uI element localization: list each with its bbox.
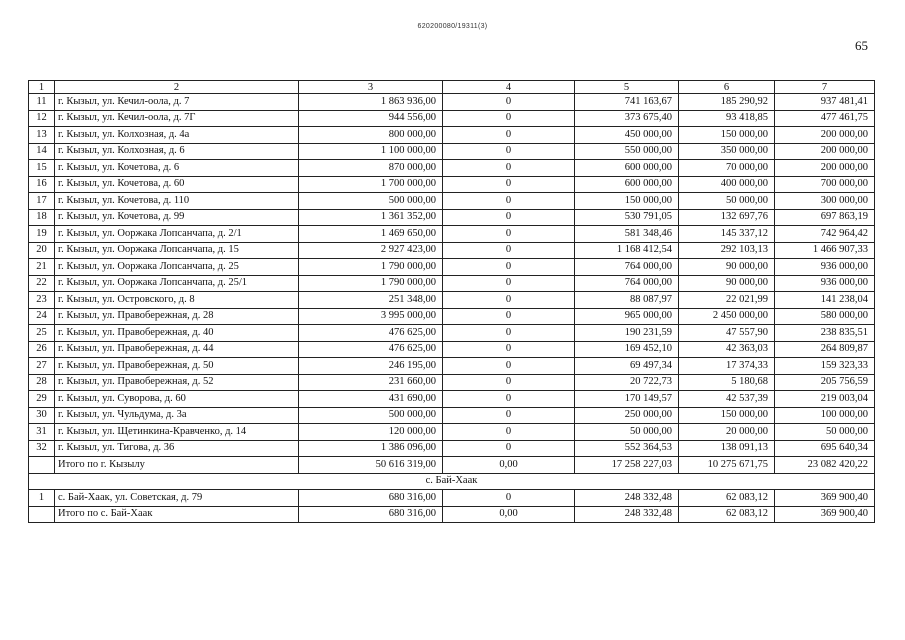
address-cell: г. Кызыл, ул. Кочетова, д. 99: [55, 209, 299, 226]
value-cell-3: 251 348,00: [299, 292, 443, 309]
value-cell-7: 937 481,41: [775, 94, 875, 111]
value-cell-6: 5 180,68: [679, 374, 775, 391]
table-row: [29, 193, 875, 210]
value-cell-7: 264 809,87: [775, 341, 875, 358]
value-cell-4: 0: [443, 176, 575, 193]
row-number: 15: [29, 160, 55, 177]
value-cell-6: 93 418,85: [679, 110, 775, 127]
value-cell-4: 0: [443, 160, 575, 177]
value-cell-3: 476 625,00: [299, 341, 443, 358]
value-cell-6: 90 000,00: [679, 275, 775, 292]
table-row: [29, 275, 875, 292]
value-cell-6: 138 091,13: [679, 440, 775, 457]
total-value-4: 0,00: [443, 506, 575, 523]
table-row: [29, 325, 875, 342]
column-header: 1: [29, 81, 55, 94]
value-cell-3: 1 469 650,00: [299, 226, 443, 243]
value-cell-4: 0: [443, 127, 575, 144]
value-cell-3: 1 100 000,00: [299, 143, 443, 160]
value-cell-5: 88 087,97: [575, 292, 679, 309]
table-row: [29, 292, 875, 309]
row-number: 14: [29, 143, 55, 160]
value-cell-4: 0: [443, 308, 575, 325]
row-number: 28: [29, 374, 55, 391]
value-cell-7: 300 000,00: [775, 193, 875, 210]
value-cell-6: 20 000,00: [679, 424, 775, 441]
value-cell-3: 2 927 423,00: [299, 242, 443, 259]
value-cell-4: 0: [443, 292, 575, 309]
value-cell-5: 20 722,73: [575, 374, 679, 391]
value-cell-3: 1 386 096,00: [299, 440, 443, 457]
value-cell-5: 1 168 412,54: [575, 242, 679, 259]
row-number: 17: [29, 193, 55, 210]
value-cell-7: 1 466 907,33: [775, 242, 875, 259]
value-cell-7: 205 756,59: [775, 374, 875, 391]
value-cell-5: 764 000,00: [575, 275, 679, 292]
column-header: 5: [575, 81, 679, 94]
value-cell-5: 248 332,48: [575, 490, 679, 507]
table-row: [29, 209, 875, 226]
page-number: 65: [855, 38, 868, 53]
total-label: Итого по г. Кызылу: [55, 457, 299, 474]
value-cell-6: 62 083,12: [679, 490, 775, 507]
value-cell-7: 936 000,00: [775, 259, 875, 276]
value-cell-3: 1 790 000,00: [299, 275, 443, 292]
total-value-6: 10 275 671,75: [679, 457, 775, 474]
value-cell-5: 965 000,00: [575, 308, 679, 325]
value-cell-4: 0: [443, 226, 575, 243]
column-number-header: [29, 81, 875, 94]
table-row: [29, 374, 875, 391]
value-cell-3: 431 690,00: [299, 391, 443, 408]
total-value-5: 248 332,48: [575, 506, 679, 523]
value-cell-5: 450 000,00: [575, 127, 679, 144]
value-cell-4: 0: [443, 143, 575, 160]
value-cell-4: 0: [443, 407, 575, 424]
row-number: 19: [29, 226, 55, 243]
value-cell-7: 742 964,42: [775, 226, 875, 243]
value-cell-4: 0: [443, 209, 575, 226]
value-cell-3: 3 995 000,00: [299, 308, 443, 325]
table-row: [29, 226, 875, 243]
row-number: 26: [29, 341, 55, 358]
address-cell: г. Кызыл, ул. Ооржака Лопсанчапа, д. 15: [55, 242, 299, 259]
empty-cell: [29, 506, 55, 523]
row-number: 11: [29, 94, 55, 111]
value-cell-6: 90 000,00: [679, 259, 775, 276]
value-cell-4: 0: [443, 440, 575, 457]
row-number: 29: [29, 391, 55, 408]
table-row: [29, 391, 875, 408]
row-number: 24: [29, 308, 55, 325]
value-cell-4: 0: [443, 94, 575, 111]
value-cell-3: 500 000,00: [299, 193, 443, 210]
row-number: 20: [29, 242, 55, 259]
value-cell-3: 800 000,00: [299, 127, 443, 144]
value-cell-4: 0: [443, 341, 575, 358]
column-header: 6: [679, 81, 775, 94]
value-cell-7: 477 461,75: [775, 110, 875, 127]
table-row: [29, 424, 875, 441]
address-cell: г. Кызыл, ул. Ооржака Лопсанчапа, д. 25/1: [55, 275, 299, 292]
total-label: Итого по с. Бай-Хаак: [55, 506, 299, 523]
table-row: [29, 259, 875, 276]
value-cell-7: 695 640,34: [775, 440, 875, 457]
value-cell-7: 50 000,00: [775, 424, 875, 441]
address-cell: г. Кызыл, ул. Правобережная, д. 52: [55, 374, 299, 391]
value-cell-6: 47 557,90: [679, 325, 775, 342]
value-cell-4: 0: [443, 424, 575, 441]
row-number: 31: [29, 424, 55, 441]
table-row: [29, 143, 875, 160]
total-value-7: 369 900,40: [775, 506, 875, 523]
value-cell-6: 350 000,00: [679, 143, 775, 160]
value-cell-3: 1 790 000,00: [299, 259, 443, 276]
value-cell-6: 22 021,99: [679, 292, 775, 309]
address-cell: г. Кызыл, ул. Кечил-оола, д. 7Г: [55, 110, 299, 127]
value-cell-5: 741 163,67: [575, 94, 679, 111]
kyzyl-total-row: [29, 457, 875, 474]
address-cell: г. Кызыл, ул. Колхозная, д. 4а: [55, 127, 299, 144]
value-cell-6: 400 000,00: [679, 176, 775, 193]
value-cell-5: 764 000,00: [575, 259, 679, 276]
address-cell: г. Кызыл, ул. Суворова, д. 60: [55, 391, 299, 408]
table-row: [29, 358, 875, 375]
total-value-6: 62 083,12: [679, 506, 775, 523]
table-row: [29, 308, 875, 325]
value-cell-3: 944 556,00: [299, 110, 443, 127]
table-row: [29, 160, 875, 177]
value-cell-7: 369 900,40: [775, 490, 875, 507]
row-number: 18: [29, 209, 55, 226]
document-stamp: 620200080/19311(3): [417, 23, 488, 30]
table-row: [29, 110, 875, 127]
row-number: 23: [29, 292, 55, 309]
address-cell: г. Кызыл, ул. Правобережная, д. 50: [55, 358, 299, 375]
value-cell-5: 250 000,00: [575, 407, 679, 424]
column-header: 4: [443, 81, 575, 94]
value-cell-7: 936 000,00: [775, 275, 875, 292]
value-cell-7: 219 003,04: [775, 391, 875, 408]
data-table: [28, 80, 875, 523]
value-cell-3: 1 863 936,00: [299, 94, 443, 111]
column-header: 7: [775, 81, 875, 94]
value-cell-4: 0: [443, 259, 575, 276]
row-number: 1: [29, 490, 55, 507]
value-cell-3: 870 000,00: [299, 160, 443, 177]
table-row: [29, 176, 875, 193]
value-cell-3: 1 361 352,00: [299, 209, 443, 226]
section-heading: с. Бай-Хаак: [29, 473, 875, 490]
row-number: 13: [29, 127, 55, 144]
value-cell-6: 17 374,33: [679, 358, 775, 375]
table-row: [29, 242, 875, 259]
value-cell-5: 373 675,40: [575, 110, 679, 127]
value-cell-6: 150 000,00: [679, 127, 775, 144]
value-cell-3: 500 000,00: [299, 407, 443, 424]
address-cell: г. Кызыл, ул. Кочетова, д. 60: [55, 176, 299, 193]
value-cell-6: 185 290,92: [679, 94, 775, 111]
column-header: 3: [299, 81, 443, 94]
value-cell-5: 50 000,00: [575, 424, 679, 441]
value-cell-3: 476 625,00: [299, 325, 443, 342]
table-row: [29, 490, 875, 507]
address-cell: г. Кызыл, ул. Кочетова, д. 110: [55, 193, 299, 210]
value-cell-6: 292 103,13: [679, 242, 775, 259]
address-cell: г. Кызыл, ул. Ооржака Лопсанчапа, д. 25: [55, 259, 299, 276]
row-number: 16: [29, 176, 55, 193]
address-cell: г. Кызыл, ул. Островского, д. 8: [55, 292, 299, 309]
address-cell: г. Кызыл, ул. Кечил-оола, д. 7: [55, 94, 299, 111]
row-number: 32: [29, 440, 55, 457]
value-cell-7: 100 000,00: [775, 407, 875, 424]
value-cell-5: 530 791,05: [575, 209, 679, 226]
value-cell-3: 231 660,00: [299, 374, 443, 391]
bai-haak-total-row: [29, 506, 875, 523]
value-cell-4: 0: [443, 490, 575, 507]
row-number: 22: [29, 275, 55, 292]
value-cell-5: 69 497,34: [575, 358, 679, 375]
value-cell-5: 581 348,46: [575, 226, 679, 243]
value-cell-7: 159 323,33: [775, 358, 875, 375]
row-number: 30: [29, 407, 55, 424]
value-cell-4: 0: [443, 275, 575, 292]
table-row: [29, 440, 875, 457]
value-cell-3: 246 195,00: [299, 358, 443, 375]
column-header: 2: [55, 81, 299, 94]
value-cell-3: 120 000,00: [299, 424, 443, 441]
table-row: [29, 341, 875, 358]
value-cell-3: 1 700 000,00: [299, 176, 443, 193]
value-cell-6: 42 537,39: [679, 391, 775, 408]
table-row: [29, 407, 875, 424]
address-cell: г. Кызыл, ул. Кочетова, д. 6: [55, 160, 299, 177]
value-cell-7: 200 000,00: [775, 127, 875, 144]
value-cell-5: 550 000,00: [575, 143, 679, 160]
value-cell-7: 238 835,51: [775, 325, 875, 342]
value-cell-5: 552 364,53: [575, 440, 679, 457]
value-cell-6: 50 000,00: [679, 193, 775, 210]
address-cell: г. Кызыл, ул. Колхозная, д. 6: [55, 143, 299, 160]
address-cell: г. Кызыл, ул. Правобережная, д. 44: [55, 341, 299, 358]
total-value-4: 0,00: [443, 457, 575, 474]
value-cell-7: 141 238,04: [775, 292, 875, 309]
value-cell-7: 580 000,00: [775, 308, 875, 325]
value-cell-6: 132 697,76: [679, 209, 775, 226]
total-value-7: 23 082 420,22: [775, 457, 875, 474]
value-cell-7: 697 863,19: [775, 209, 875, 226]
total-value-3: 680 316,00: [299, 506, 443, 523]
row-number: 12: [29, 110, 55, 127]
value-cell-7: 700 000,00: [775, 176, 875, 193]
value-cell-4: 0: [443, 374, 575, 391]
value-cell-5: 600 000,00: [575, 160, 679, 177]
value-cell-5: 600 000,00: [575, 176, 679, 193]
section-heading-row: [29, 473, 875, 490]
value-cell-6: 145 337,12: [679, 226, 775, 243]
value-cell-3: 680 316,00: [299, 490, 443, 507]
address-cell: г. Кызыл, ул. Щетинкина-Кравченко, д. 14: [55, 424, 299, 441]
row-number: 25: [29, 325, 55, 342]
total-value-5: 17 258 227,03: [575, 457, 679, 474]
value-cell-5: 150 000,00: [575, 193, 679, 210]
value-cell-6: 70 000,00: [679, 160, 775, 177]
address-cell: г. Кызыл, ул. Ооржака Лопсанчапа, д. 2/1: [55, 226, 299, 243]
table-row: [29, 127, 875, 144]
row-number: 21: [29, 259, 55, 276]
row-number: 27: [29, 358, 55, 375]
value-cell-6: 150 000,00: [679, 407, 775, 424]
value-cell-4: 0: [443, 325, 575, 342]
value-cell-4: 0: [443, 193, 575, 210]
value-cell-6: 2 450 000,00: [679, 308, 775, 325]
value-cell-6: 42 363,03: [679, 341, 775, 358]
address-cell: с. Бай-Хаак, ул. Советская, д. 79: [55, 490, 299, 507]
address-cell: г. Кызыл, ул. Правобережная, д. 40: [55, 325, 299, 342]
empty-cell: [29, 457, 55, 474]
value-cell-4: 0: [443, 110, 575, 127]
value-cell-7: 200 000,00: [775, 160, 875, 177]
value-cell-4: 0: [443, 358, 575, 375]
address-cell: г. Кызыл, ул. Тигова, д. 36: [55, 440, 299, 457]
value-cell-5: 170 149,57: [575, 391, 679, 408]
value-cell-5: 190 231,59: [575, 325, 679, 342]
address-cell: г. Кызыл, ул. Чульдума, д. 3а: [55, 407, 299, 424]
value-cell-4: 0: [443, 242, 575, 259]
value-cell-5: 169 452,10: [575, 341, 679, 358]
value-cell-4: 0: [443, 391, 575, 408]
table-row: [29, 94, 875, 111]
address-cell: г. Кызыл, ул. Правобережная, д. 28: [55, 308, 299, 325]
total-value-3: 50 616 319,00: [299, 457, 443, 474]
value-cell-7: 200 000,00: [775, 143, 875, 160]
